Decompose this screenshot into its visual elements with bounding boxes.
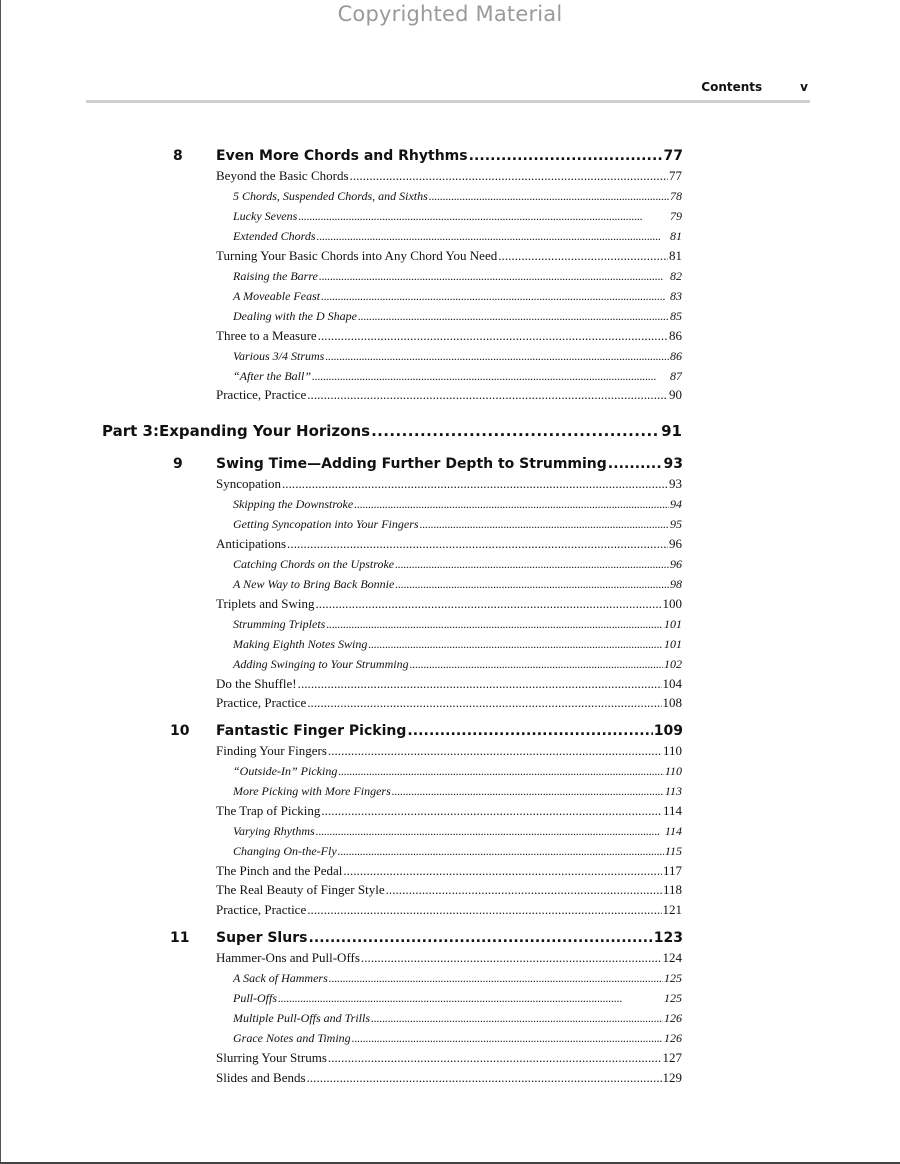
page-number: 85 [670,309,682,323]
dot-leader [325,346,669,366]
toc-subentry[interactable] [233,306,682,326]
toc-entry[interactable] [216,534,682,554]
toc-subentry[interactable] [233,1008,682,1028]
page-number: 110 [662,743,682,758]
entry-title: Slurring Your Strums [216,1050,327,1065]
dot-leader [392,781,664,801]
page-number: 87 [670,369,682,383]
entry-title: Beyond the Basic Chords [216,168,349,183]
page-number: 86 [669,328,682,343]
toc-subentry[interactable] [233,988,682,1008]
chapter-number: 9 [173,456,183,472]
page-number: 118 [662,882,682,897]
entry-title: A New Way to Bring Back Bonnie [233,577,395,591]
toc-subentry[interactable] [233,761,682,781]
toc-subentry[interactable] [233,514,682,534]
page-edge [0,0,1,1164]
dot-leader [338,841,664,861]
toc-subentry[interactable] [233,554,682,574]
entry-title: Grace Notes and Timing [233,1031,351,1045]
entry-title: Changing On-the-Fly [233,844,337,858]
toc-entry[interactable] [216,474,682,494]
toc-subentry[interactable] [233,614,682,634]
toc-subentry[interactable] [233,1028,682,1048]
page-number: 114 [662,803,682,818]
dot-leader [329,968,663,988]
page-number: 93 [669,476,682,491]
entry-title: Finding Your Fingers [216,743,327,758]
toc-entry[interactable] [216,326,682,346]
dot-leader [395,554,669,574]
page-number: 95 [670,517,682,531]
dot-leader [328,1048,662,1068]
dot-leader [352,1028,663,1048]
entry-title: Raising the Barre [233,269,318,283]
dot-leader [338,761,664,781]
dot-leader [287,534,668,554]
running-head-page-number: v [800,80,808,94]
entry-title: Three to a Measure [216,328,317,343]
chapter-title: Super Slurs [216,930,308,946]
chapter-title: Even More Chords and Rhythms [216,148,468,164]
toc-subentry[interactable] [233,574,682,594]
page-number: 81 [669,248,682,263]
page-number: 108 [662,695,682,710]
entry-title: Varying Rhythms [233,824,315,838]
toc-subentry[interactable] [233,494,682,514]
toc-chapter[interactable] [216,928,683,948]
dot-leader [318,326,668,346]
page-number: 123 [653,930,683,946]
toc-entry[interactable] [216,246,682,266]
dot-leader [307,900,661,920]
part-title: Expanding Your Horizons [158,422,371,440]
toc-entry[interactable] [216,900,682,920]
dot-leader [343,861,662,881]
dot-leader [298,206,669,226]
dot-leader [307,693,661,713]
running-head [701,80,808,94]
toc-part[interactable] [102,421,682,441]
entry-title: Lucky Sevens [233,209,298,223]
dot-leader [307,1068,662,1088]
entry-title: Do the Shuffle! [216,676,297,691]
entry-title: Extended Chords [233,229,316,243]
dot-leader [312,366,669,386]
chapter-number: 10 [170,723,190,739]
page-number: 109 [653,723,683,739]
entry-title: Turning Your Basic Chords into Any Chord You Need [216,248,498,263]
dot-leader [328,741,662,761]
toc-subentry[interactable] [233,634,682,654]
dot-leader [315,594,661,614]
page-number: 125 [664,971,682,985]
entry-title: Catching Chords on the Upstroke [233,557,395,571]
part-label: Part 3: [102,422,159,440]
entry-title: Various 3/4 Strums [233,349,325,363]
dot-leader [368,634,663,654]
entry-title: Getting Syncopation into Your Fingers [233,517,419,531]
page-number: 93 [663,456,683,472]
toc-entry[interactable] [216,674,682,694]
chapter-number: 8 [173,148,183,164]
dot-leader [278,988,663,1008]
entry-title: Dealing with the D Shape [233,309,357,323]
page-number: 90 [669,387,682,402]
entry-title: Adding Swinging to Your Strumming [233,657,409,671]
page-number: 98 [670,577,682,591]
page-number: 86 [670,349,682,363]
page-number: 127 [662,1050,682,1065]
dot-leader [307,385,668,405]
dot-leader [354,494,669,514]
entry-title: Skipping the Downstroke [233,497,354,511]
page-number: 115 [664,844,682,858]
page-number: 101 [664,617,682,631]
page-number: 100 [662,596,682,611]
toc-entry[interactable] [216,693,682,713]
page-number: 83 [670,289,682,303]
dot-leader [298,674,662,694]
chapter-title: Fantastic Finger Picking [216,723,407,739]
entry-title: Slides and Bends [216,1070,306,1085]
entry-title: A Moveable Feast [233,289,321,303]
toc-entry[interactable] [216,385,682,405]
toc-entry[interactable] [216,594,682,614]
toc-subentry[interactable] [233,266,682,286]
page-number: 101 [664,637,682,651]
toc-subentry[interactable] [233,286,682,306]
page-number: 113 [664,784,682,798]
page-number: 124 [662,950,682,965]
dot-leader [319,266,669,286]
entry-title: Triplets and Swing [216,596,315,611]
running-head-title: Contents [701,80,763,94]
page-number: 96 [670,557,682,571]
toc-subentry[interactable] [233,186,682,206]
page-number: 117 [662,863,682,878]
entry-title: Making Eighth Notes Swing [233,637,368,651]
page-number: 129 [662,1070,682,1085]
header-rule [86,100,810,103]
entry-title: Syncopation [216,476,281,491]
toc-entry[interactable] [216,1068,682,1088]
entry-title: “Outside-In” Picking [233,764,338,778]
chapter-title: Swing Time—Adding Further Depth to Strumming [216,456,607,472]
dot-leader [498,246,668,266]
page-number: 77 [669,168,682,183]
page-number: 125 [664,991,682,1005]
dot-leader [608,454,663,474]
toc-subentry[interactable] [233,654,682,674]
dot-leader [386,880,662,900]
entry-title: “After the Ball” [233,369,311,383]
toc-subentry[interactable] [233,206,682,226]
toc-subentry[interactable] [233,968,682,988]
toc-subentry[interactable] [233,841,682,861]
page-number: 91 [661,422,682,440]
dot-leader [326,614,663,634]
entry-title: Practice, Practice [216,902,307,917]
page-number: 78 [670,189,682,203]
dot-leader [371,421,660,441]
toc-entry[interactable] [216,880,682,900]
entry-title: 5 Chords, Suspended Chords, and Sixths [233,189,428,203]
toc-entry[interactable] [216,801,682,821]
dot-leader [407,721,652,741]
toc-entry[interactable] [216,1048,682,1068]
toc-subentry[interactable] [233,821,682,841]
copyright-watermark: Copyrighted Material [337,2,563,26]
page-number: 81 [670,229,682,243]
toc-chapter[interactable] [216,721,683,741]
page-number: 94 [670,497,682,511]
page-number: 79 [670,209,682,223]
toc-subentry[interactable] [233,781,682,801]
dot-leader [361,948,662,968]
page-number: 114 [664,824,682,838]
entry-title: Multiple Pull-Offs and Trills [233,1011,371,1025]
page-number: 121 [662,902,682,917]
dot-leader [321,801,662,821]
entry-title: The Pinch and the Pedal [216,863,343,878]
page-number: 102 [664,657,682,671]
entry-title: More Picking with More Fingers [233,784,391,798]
page-number: 77 [663,148,683,164]
page-number: 104 [662,676,682,691]
dot-leader [429,186,669,206]
toc-entry[interactable] [216,861,682,881]
page-number: 96 [669,536,682,551]
toc-subentry[interactable] [233,226,682,246]
page-number: 82 [670,269,682,283]
dot-leader [371,1008,663,1028]
dot-leader [282,474,668,494]
page-number: 126 [664,1011,682,1025]
dot-leader [420,514,669,534]
entry-title: The Real Beauty of Finger Style [216,882,385,897]
toc-subentry[interactable] [233,366,682,386]
page-number: 126 [664,1031,682,1045]
entry-title: Strumming Triplets [233,617,326,631]
toc-entry[interactable] [216,948,682,968]
toc-chapter[interactable] [216,146,683,166]
entry-title: Pull-Offs [233,991,277,1005]
dot-leader [308,928,652,948]
entry-title: Hammer-Ons and Pull-Offs [216,950,360,965]
entry-title: A Sack of Hammers [233,971,328,985]
dot-leader [469,146,663,166]
entry-title: Practice, Practice [216,387,307,402]
dot-leader [316,821,664,841]
chapter-number: 11 [170,930,190,946]
toc-subentry[interactable] [233,346,682,366]
entry-title: Practice, Practice [216,695,307,710]
dot-leader [321,286,669,306]
toc-entry[interactable] [216,741,682,761]
toc-chapter[interactable] [216,454,683,474]
dot-leader [395,574,669,594]
entry-title: The Trap of Picking [216,803,321,818]
page-number: 110 [664,764,682,778]
dot-leader [350,166,668,186]
dot-leader [410,654,663,674]
entry-title: Anticipations [216,536,287,551]
toc-entry[interactable] [216,166,682,186]
dot-leader [358,306,669,326]
dot-leader [317,226,669,246]
